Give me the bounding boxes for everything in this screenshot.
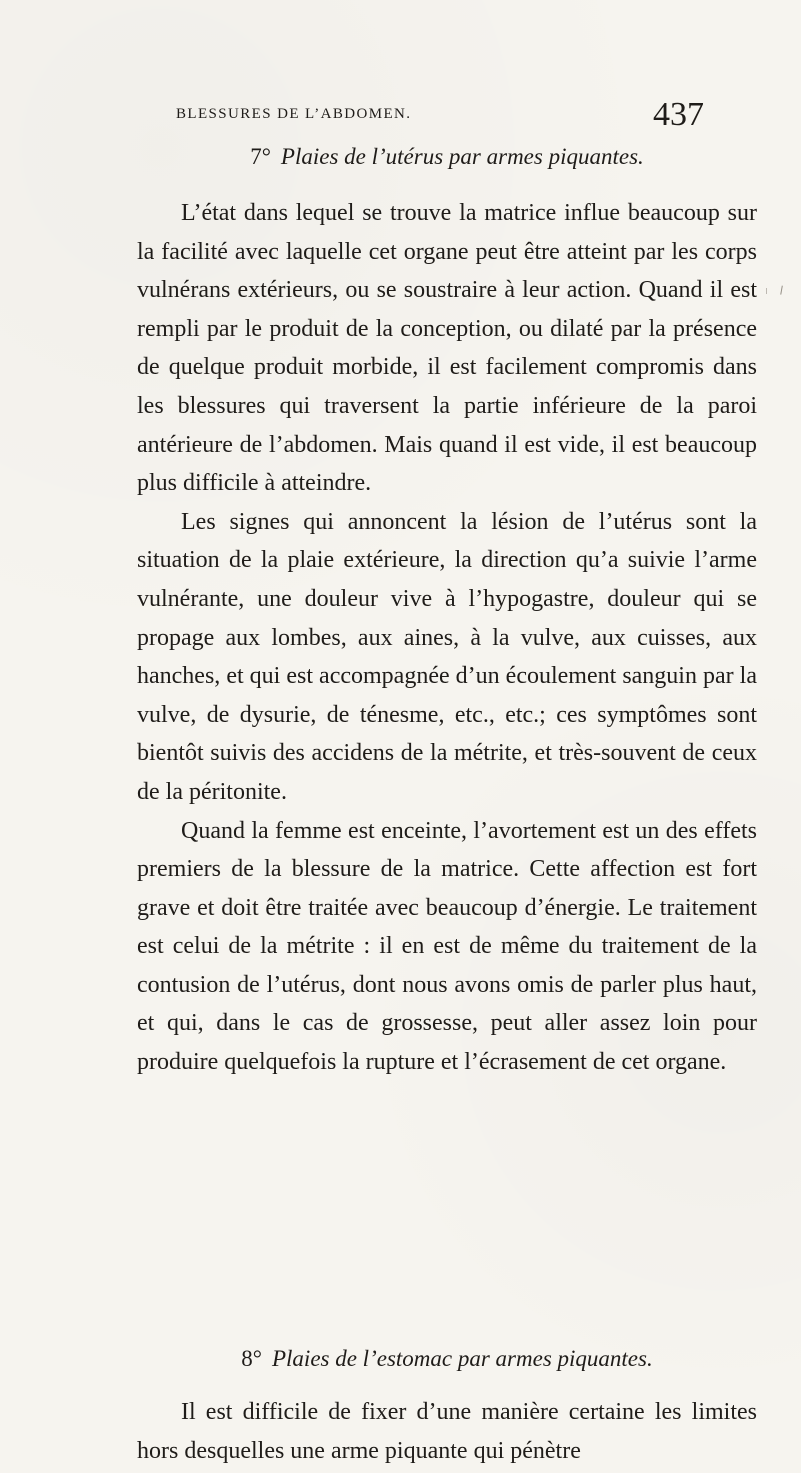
margin-mark [766, 288, 771, 294]
section-title-uterus [137, 144, 757, 170]
section-title-text: Plaies de l’estomac par armes piquantes. [271, 1346, 653, 1371]
paragraph: Quand la femme est enceinte, l’avortement est un des effets premiers de la blessure de la matrice. Cette affection est fort grave et doit être traitée avec beaucoup d’énergie. Le traitement est celui de la métrite : il en est de même du traitement de la contusion de l’utérus, dont nous avons omis de parler plus haut, et qui, dans le cas de grossesse, peut aller assez loin pour produire quelquefois la rupture et l’écrasement de cet organe. [137, 817, 757, 1076]
section-number: 7° [250, 144, 271, 169]
running-title: BLESSURES DE L’ABDOMEN. [176, 106, 412, 122]
section-title-text: Plaies de l’utérus par armes piquantes. [280, 144, 644, 169]
section-body-stomach [137, 1393, 757, 1470]
section-body-uterus [137, 194, 757, 1082]
section-title-stomach [137, 1346, 757, 1372]
page-number: 437 [653, 96, 704, 133]
section-number: 8° [241, 1346, 262, 1371]
paragraph: L’état dans lequel se trouve la matrice influe beaucoup sur la facilité avec laquelle cet organe peut être atteint par les corps vulnérans extérieurs, ou se soustraire à leur action. Quand il est rempli par le produit de la conception, ou dilaté par la présence de quelque produit morbide, il est facilement compromis dans les blessures qui traversent la partie inférieure de la paroi antérieure de l’abdomen. Mais quand il est vide, il est beaucoup plus difficile à atteindre. [137, 200, 757, 497]
margin-mark [780, 286, 786, 296]
paragraph: Les signes qui annoncent la lésion de l’utérus sont la situation de la plaie extérieure, la direction qu’a suivie l’arme vulnérante, une douleur vive à l’hypogastre, douleur qui se propage aux lombes, aux aines, à la vulve, aux cuisses, aux hanches, et qui est accompagnée d’un écoulement sanguin par la vulve, de dysurie, de ténesme, etc., etc.; ces symptômes sont bientôt suivis des accidens de la métrite, et très-souvent de ceux de la péritonite. [137, 508, 757, 805]
page-header [176, 96, 704, 133]
paragraph: Il est difficile de fixer d’une manière certaine les limites hors desquelles une arme piquante qui pénètre [137, 1399, 757, 1464]
